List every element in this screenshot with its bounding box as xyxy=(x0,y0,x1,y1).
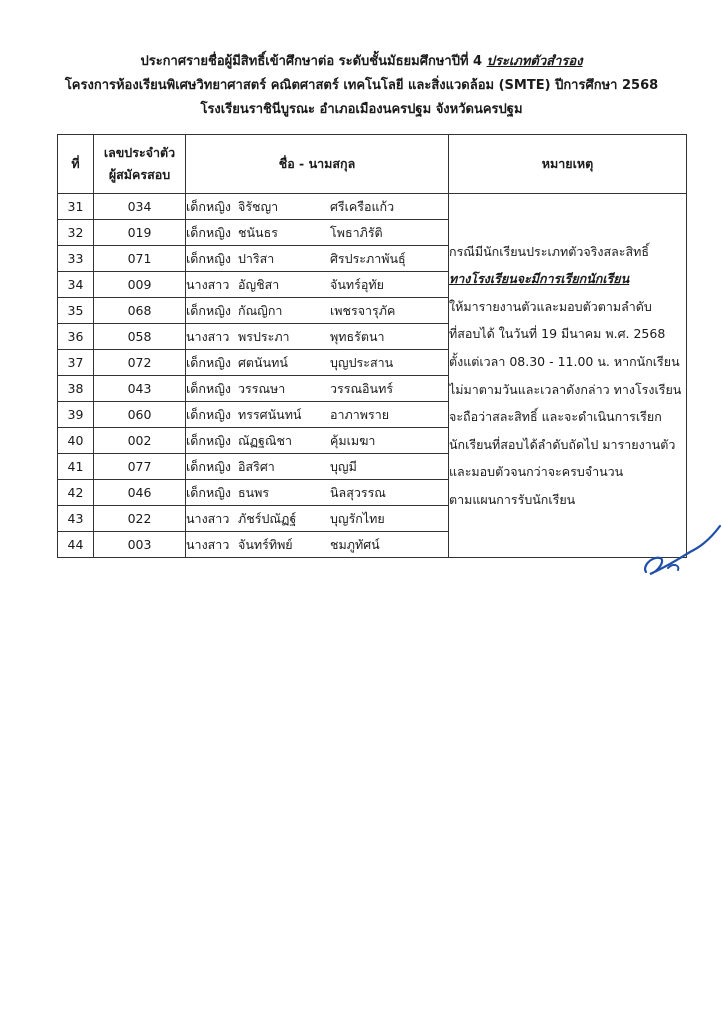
last-name: ศรีเครือแก้ว xyxy=(330,198,395,214)
row-number: 37 xyxy=(58,350,94,376)
last-name: วรรณอินทร์ xyxy=(330,380,394,396)
name-title: เด็กหญิง xyxy=(186,406,231,422)
student-name xyxy=(186,194,449,220)
table-header-row xyxy=(58,135,687,194)
header-id-line-1: เลขประจำตัว xyxy=(103,145,176,160)
first-name: จันทร์ทิพย์ xyxy=(238,536,293,552)
note-line: ไม่มาตามวันและเวลาดังกล่าว ทางโรงเรียน xyxy=(449,381,682,397)
name-title: นางสาว xyxy=(186,276,230,292)
first-name: ทรรศนันทน์ xyxy=(238,406,302,422)
applicant-id: 060 xyxy=(94,402,186,428)
student-name xyxy=(186,246,449,272)
last-name: โพธาภิรัติ xyxy=(330,224,383,240)
name-title: เด็กหญิง xyxy=(186,198,231,214)
applicant-id: 058 xyxy=(94,324,186,350)
note-line: ให้มารายงานตัวและมอบตัวตามลำดับ xyxy=(449,298,652,314)
applicant-id: 019 xyxy=(94,220,186,246)
row-number: 33 xyxy=(58,246,94,272)
row-number: 40 xyxy=(58,428,94,454)
last-name: บุญมี xyxy=(330,458,357,474)
applicant-id: 022 xyxy=(94,506,186,532)
student-name xyxy=(186,402,449,428)
row-number: 32 xyxy=(58,220,94,246)
last-name: พุทธรัตนา xyxy=(330,328,385,344)
header-applicant-id xyxy=(94,135,186,194)
header-line-2: โครงการห้องเรียนพิเศษวิทยาศาสตร์ คณิตศาสตร์ เทคโนโลยี และสิ่งแวดล้อม (SMTE) ปีการศึกษา 2568 xyxy=(64,78,659,93)
last-name: เพชรจารุภัค xyxy=(330,302,396,318)
row-number: 34 xyxy=(58,272,94,298)
first-name: ภัชร์ปณัฏฐ์ xyxy=(238,510,297,526)
header-line-1-text: ประกาศรายชื่อผู้มีสิทธิ์เข้าศึกษาต่อ ระดับชั้นมัธยมศึกษาปีที่ 4 xyxy=(140,54,487,69)
last-name: ศิรประภาพันธุ์ xyxy=(330,250,406,266)
first-name: ศตนันทน์ xyxy=(238,354,288,370)
student-name xyxy=(186,506,449,532)
first-name: กัณญิกา xyxy=(238,302,283,318)
note-line: จะถือว่าสละสิทธิ์ และจะดำเนินการเรียก xyxy=(449,409,662,425)
header-category-emphasis: ประเภทตัวสำรอง xyxy=(486,54,583,69)
name-title: นางสาว xyxy=(186,328,230,344)
table-row xyxy=(58,194,687,220)
last-name: บุญประสาน xyxy=(330,354,394,370)
note-line: ตามแผนการรับนักเรียน xyxy=(449,491,576,507)
name-title: เด็กหญิง xyxy=(186,484,231,500)
note-line: และมอบตัวจนกว่าจะครบจำนวน xyxy=(449,464,624,480)
row-number: 43 xyxy=(58,506,94,532)
last-name: จันทร์อุทัย xyxy=(330,276,384,292)
row-number: 35 xyxy=(58,298,94,324)
name-title: เด็กหญิง xyxy=(186,302,231,318)
header-line-1 xyxy=(0,50,723,74)
row-number: 31 xyxy=(58,194,94,220)
signature-mark xyxy=(638,522,723,582)
row-number: 39 xyxy=(58,402,94,428)
last-name: คุ้มเมฆา xyxy=(330,432,376,448)
row-number: 44 xyxy=(58,532,94,558)
student-name xyxy=(186,532,449,558)
first-name: ธนพร xyxy=(238,484,270,500)
student-name xyxy=(186,272,449,298)
row-number: 42 xyxy=(58,480,94,506)
applicant-id: 003 xyxy=(94,532,186,558)
header-id-line-2: ผู้สมัครสอบ xyxy=(108,167,171,182)
header-note: หมายเหตุ xyxy=(449,135,687,194)
header-name: ชื่อ - นามสกุล xyxy=(186,135,449,194)
first-name: ชนันธร xyxy=(238,224,278,240)
applicant-id: 034 xyxy=(94,194,186,220)
student-name xyxy=(186,480,449,506)
first-name: พรประภา xyxy=(238,328,290,344)
name-title: เด็กหญิง xyxy=(186,380,231,396)
student-name xyxy=(186,350,449,376)
student-name xyxy=(186,454,449,480)
last-name: บุญรักไทย xyxy=(330,510,385,526)
applicant-id: 009 xyxy=(94,272,186,298)
note-line: ที่สอบได้ ในวันที่ 19 มีนาคม พ.ศ. 2568 xyxy=(449,326,666,342)
student-name xyxy=(186,428,449,454)
first-name: จิรัชญา xyxy=(238,198,279,214)
last-name: นิลสุวรรณ xyxy=(330,484,386,500)
note-cell xyxy=(449,194,687,558)
last-name: ชมภูทัศน์ xyxy=(330,536,380,552)
name-title: เด็กหญิง xyxy=(186,458,231,474)
name-title: เด็กหญิง xyxy=(186,432,231,448)
student-name xyxy=(186,220,449,246)
first-name: อิสริศา xyxy=(238,458,275,474)
table-body xyxy=(58,194,687,558)
name-title: นางสาว xyxy=(186,536,230,552)
header-line-3: โรงเรียนราชินีบูรณะ อำเภอเมืองนครปฐม จังหวัดนครปฐม xyxy=(200,102,523,117)
note-line: นักเรียนที่สอบได้ลำดับถัดไป มารายงานตัว xyxy=(449,436,676,452)
note-line: กรณีมีนักเรียนประเภทตัวจริงสละสิทธิ์ xyxy=(449,243,649,259)
name-title: เด็กหญิง xyxy=(186,354,231,370)
applicant-id: 071 xyxy=(94,246,186,272)
row-number: 38 xyxy=(58,376,94,402)
first-name: ปาริสา xyxy=(238,250,275,266)
name-title: เด็กหญิง xyxy=(186,250,231,266)
first-name: ณัฏฐณิชา xyxy=(238,432,292,448)
student-name xyxy=(186,298,449,324)
row-number: 41 xyxy=(58,454,94,480)
last-name: อาภาพราย xyxy=(330,406,390,422)
applicant-id: 072 xyxy=(94,350,186,376)
name-title: เด็กหญิง xyxy=(186,224,231,240)
applicant-id: 002 xyxy=(94,428,186,454)
applicant-id: 068 xyxy=(94,298,186,324)
row-number: 36 xyxy=(58,324,94,350)
first-name: อัญชิสา xyxy=(238,276,280,292)
applicant-id: 043 xyxy=(94,376,186,402)
first-name: วรรณษา xyxy=(238,380,286,396)
note-line: ตั้งแต่เวลา 08.30 - 11.00 น. หากนักเรียน xyxy=(449,353,680,369)
student-name xyxy=(186,376,449,402)
reserve-student-table xyxy=(57,134,687,558)
note-emphasis-line: ทางโรงเรียนจะมีการเรียกนักเรียน xyxy=(449,271,630,287)
applicant-id: 077 xyxy=(94,454,186,480)
applicant-id: 046 xyxy=(94,480,186,506)
student-name xyxy=(186,324,449,350)
name-title: นางสาว xyxy=(186,510,230,526)
header-no: ที่ xyxy=(58,135,94,194)
document-header xyxy=(0,50,723,122)
